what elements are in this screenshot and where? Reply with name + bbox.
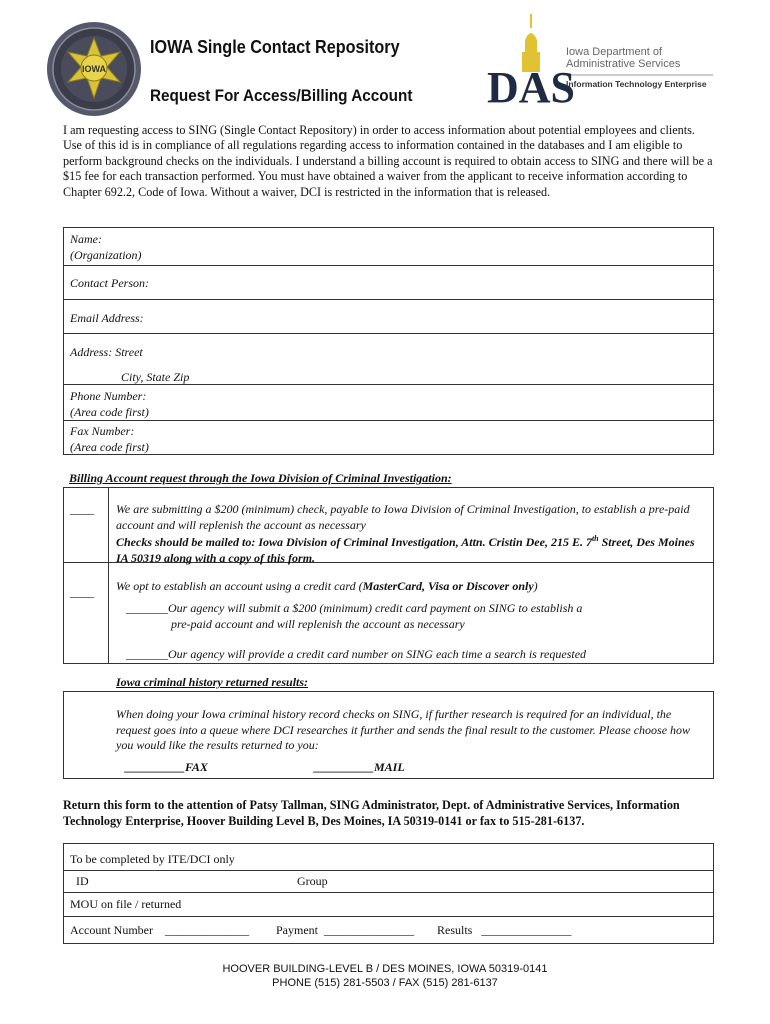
card-option-2-blank[interactable]: _______ [126, 647, 168, 661]
page-title: IOWA Single Contact Repository [150, 37, 400, 57]
email-label: Email Address: [70, 311, 144, 325]
seal-text: IOWA [82, 64, 106, 74]
check-mail-a: Checks should be mailed to: Iowa Division of Criminal Investigation, Attn. Cristin Dee, 215 E. 7 [116, 535, 592, 549]
fax-label: Fax Number: [70, 424, 135, 438]
contact-person-label: Contact Person: [70, 276, 149, 290]
check-option-blank[interactable]: ____ [70, 502, 94, 516]
card-option-blank[interactable]: ____ [70, 585, 94, 599]
das-dept-line1: Iowa Department of [566, 46, 662, 58]
account-number-field [70, 923, 249, 938]
card-text-b: MasterCard, Visa or Discover only [362, 579, 534, 593]
das-dept-line3: Information Technology Enterprise [566, 79, 707, 89]
results-blank[interactable]: _______________ [481, 923, 572, 937]
payment-blank[interactable]: _______________ [324, 923, 414, 937]
fax-hint: (Area code first) [70, 440, 149, 454]
intro-paragraph: I am requesting access to SING (Single Contact Repository) in order to access information about potential employees and clients. Use of this id is in compliance of all regulations regarding access to information contained in the databases and I am eligible to perform background checks on the individuals. I understand a billing account is required to obtain access to SING and there will be a $15 fee for each transaction performed. You must have obtained a waiver from the applicant to receive information according to Chapter 692.2, Code of Iowa. Without a waiver, DCI is restricted in the information that is released. [63, 123, 713, 199]
office-use-heading: To be completed by ITE/DCI only [70, 852, 235, 866]
phone-hint: (Area code first) [70, 405, 149, 419]
das-logo [487, 12, 717, 107]
name-label: Name: [70, 232, 102, 246]
fax-choice-blank[interactable]: __________ [125, 760, 185, 774]
results-heading: Iowa criminal history returned results: [116, 675, 309, 689]
address-street-label: Address: Street [70, 345, 143, 359]
results-box [63, 691, 714, 779]
contact-form [63, 227, 714, 455]
card-option-1-blank[interactable]: _______ [126, 601, 168, 615]
results-label: Results [437, 923, 473, 937]
city-state-zip-label: City, State Zip [121, 370, 190, 384]
footer-phone: PHONE (515) 281-5503 / FAX (515) 281-6137 [272, 977, 498, 989]
mou-label: MOU on file / returned [70, 897, 182, 911]
footer-address: HOOVER BUILDING-LEVEL B / DES MOINES, IOWA 50319-0141 [222, 963, 548, 975]
fax-choice-label: FAX [185, 760, 208, 774]
das-logo-text: DAS [487, 63, 576, 107]
card-option-2-text: Our agency will provide a credit card number on SING each time a search is requested [168, 647, 587, 661]
organization-label: (Organization) [70, 248, 142, 262]
card-text-c: ) [533, 579, 538, 593]
mail-choice [314, 760, 405, 776]
billing-heading: Billing Account request through the Iowa Division of Criminal Investigation: [69, 471, 452, 485]
account-number-blank[interactable]: ______________ [164, 923, 249, 937]
office-use-box [63, 843, 714, 944]
check-mailing-text [116, 531, 708, 566]
card-option-1 [126, 601, 686, 617]
account-number-label: Account Number [70, 923, 153, 937]
card-text-a: We opt to establish an account using a credit card ( [116, 579, 363, 593]
return-instructions: Return this form to the attention of Patsy Tallman, SING Administrator, Dept. of Administrative Services, Information Technology Enterprise, Hoover Building Level B, Des Moines, IA 50319-0141 or fax to 515-281-6137. [63, 798, 680, 828]
payment-label: Payment [276, 923, 318, 937]
payment-field [276, 923, 414, 938]
check-option-text: We are submitting a $200 (minimum) check, payable to Iowa Division of Criminal Investigation, to establish a pre-paid account and will replenish the account as necessary [116, 502, 690, 532]
phone-label: Phone Number: [70, 389, 147, 403]
group-label: Group [297, 874, 328, 888]
results-text: When doing your Iowa criminal history record checks on SING, if further research is required for an individual, the request goes into a queue where DCI researches it further and sends the final result to the customer. Please choose how you would like the results returned to you: [116, 707, 691, 752]
mail-choice-blank[interactable]: __________ [314, 760, 374, 774]
card-option-text [116, 579, 708, 595]
results-field [437, 923, 571, 938]
check-mail-sup: th [591, 534, 599, 543]
mail-choice-label: MAIL [374, 760, 405, 774]
card-option-2 [126, 647, 696, 663]
billing-options [63, 487, 714, 664]
check-mail-b: Street, Des Moines IA 50319 along with a copy of this form. [116, 535, 695, 565]
iowa-seal-logo [45, 20, 143, 118]
id-label: ID [76, 874, 89, 888]
card-option-1-text: Our agency will submit a $200 (minimum) credit card payment on SING to establish a [168, 601, 583, 615]
das-dept-line2: Administrative Services [566, 58, 681, 70]
card-option-1-cont: pre-paid account and will replenish the account as necessary [171, 617, 465, 631]
fax-choice [125, 760, 208, 776]
page-subtitle: Request For Access/Billing Account [150, 86, 413, 105]
